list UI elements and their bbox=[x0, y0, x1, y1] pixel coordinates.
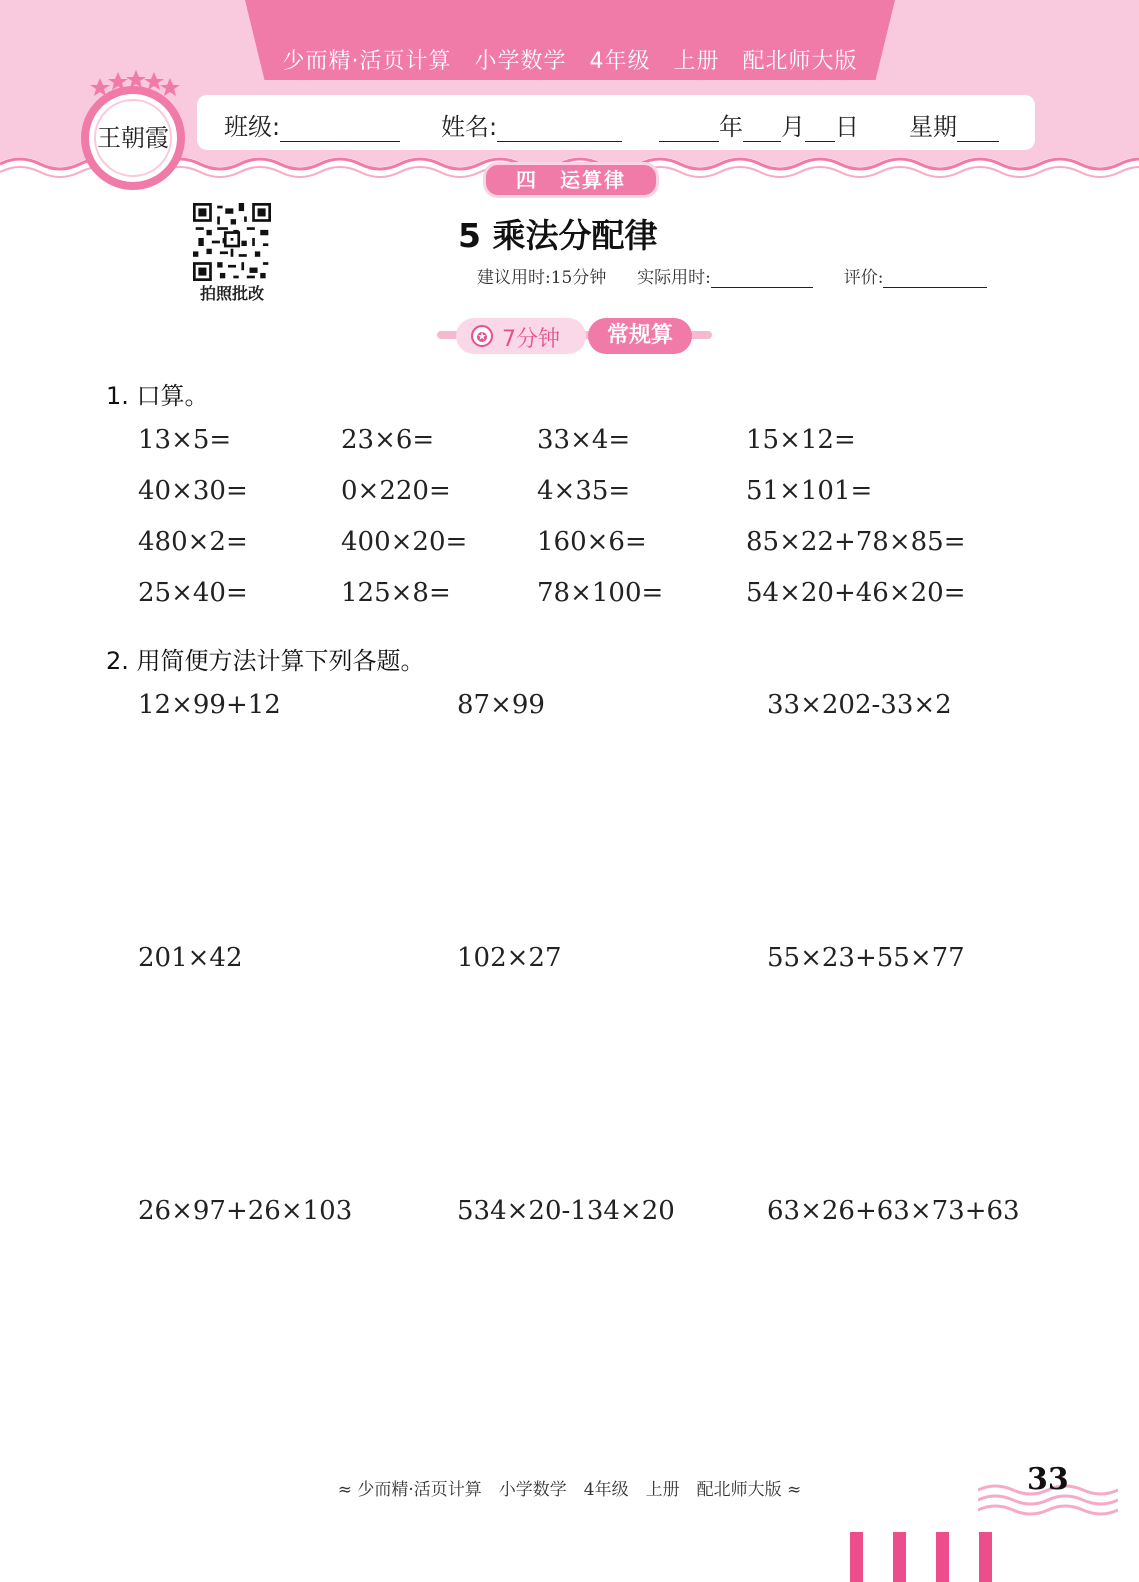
weekday-field[interactable] bbox=[909, 107, 999, 142]
q2-problem: 33×202-33×2 bbox=[767, 690, 952, 720]
q2-problem: 12×99+12 bbox=[138, 690, 281, 720]
weekday-blank[interactable] bbox=[957, 119, 999, 142]
q1-heading: 1. 口算。 bbox=[106, 382, 209, 410]
class-label: 班级: bbox=[224, 113, 281, 141]
edge-bar bbox=[979, 1532, 992, 1582]
name-blank[interactable] bbox=[497, 119, 622, 142]
footer-series-title: ≈ 少而精·活页计算 小学数学 4年级 上册 配北师大版 ≈ bbox=[337, 1480, 802, 1500]
actual-time-label: 实际用时: bbox=[637, 268, 711, 288]
q1-expression: 78×100= bbox=[537, 578, 664, 608]
evaluation-label: 评价: bbox=[843, 268, 884, 288]
q2-problem: 26×97+26×103 bbox=[138, 1196, 353, 1226]
q2-problem: 55×23+55×77 bbox=[767, 943, 965, 973]
actual-time-blank[interactable] bbox=[711, 269, 813, 288]
time-row bbox=[477, 263, 987, 288]
badge-time-pill bbox=[456, 318, 586, 354]
svg-text:王朝霞: 王朝霞 bbox=[97, 124, 169, 152]
year-label: 年 bbox=[719, 113, 743, 141]
medal-icon bbox=[470, 324, 494, 348]
day-blank[interactable] bbox=[805, 119, 835, 142]
class-field[interactable] bbox=[224, 107, 400, 142]
q2-problem: 63×26+63×73+63 bbox=[767, 1196, 1020, 1226]
series-title: 少而精·活页计算 小学数学 4年级 上册 配北师大版 bbox=[282, 49, 858, 74]
q1-expression: 0×220= bbox=[341, 476, 451, 506]
q1-expression: 480×2= bbox=[138, 527, 248, 557]
date-field[interactable] bbox=[659, 107, 859, 142]
q1-expression: 54×20+46×20= bbox=[746, 578, 966, 608]
month-label: 月 bbox=[781, 113, 805, 141]
q2-problem: 102×27 bbox=[457, 943, 562, 973]
q2-heading: 2. 用简便方法计算下列各题。 bbox=[106, 647, 425, 675]
q2-problem: 201×42 bbox=[138, 943, 243, 973]
suggested-time: 建议用时:15分钟 bbox=[477, 268, 607, 288]
q1-expression: 33×4= bbox=[537, 425, 631, 455]
wang-zhaoxia-logo bbox=[78, 70, 188, 190]
badge-time-text: 7分钟 bbox=[502, 327, 560, 352]
badge-label: 常规算 bbox=[588, 318, 692, 354]
q1-expression: 85×22+78×85= bbox=[746, 527, 966, 557]
edge-bar bbox=[936, 1532, 949, 1582]
name-field[interactable] bbox=[441, 107, 622, 142]
q1-expression: 160×6= bbox=[537, 527, 647, 557]
year-blank[interactable] bbox=[659, 119, 719, 142]
qr-label: 拍照批改 bbox=[199, 284, 264, 303]
q1-expression: 40×30= bbox=[138, 476, 248, 506]
unit-section-pill: 四 运算律 bbox=[483, 162, 659, 198]
day-label: 日 bbox=[835, 113, 859, 141]
edge-bar bbox=[850, 1532, 863, 1582]
evaluation-blank[interactable] bbox=[883, 269, 987, 288]
edge-tab-bars bbox=[845, 1532, 1005, 1582]
q1-expression: 4×35= bbox=[537, 476, 631, 506]
class-blank[interactable] bbox=[280, 119, 400, 142]
q1-expression: 400×20= bbox=[341, 527, 468, 557]
q1-expression: 125×8= bbox=[341, 578, 451, 608]
q1-expression: 15×12= bbox=[746, 425, 856, 455]
student-info-box bbox=[197, 95, 1035, 150]
q1-expression: 23×6= bbox=[341, 425, 435, 455]
q2-problem: 534×20-134×20 bbox=[457, 1196, 675, 1226]
q1-expression: 51×101= bbox=[746, 476, 873, 506]
time-badge bbox=[456, 318, 711, 354]
edge-bar bbox=[893, 1532, 906, 1582]
lesson-title: 5 乘法分配律 bbox=[458, 216, 658, 255]
month-blank[interactable] bbox=[743, 119, 781, 142]
q1-expression: 25×40= bbox=[138, 578, 248, 608]
name-label: 姓名: bbox=[441, 113, 498, 141]
weekday-label: 星期 bbox=[909, 113, 957, 141]
page-number: 33 bbox=[1027, 1462, 1069, 1497]
q1-expression: 13×5= bbox=[138, 425, 232, 455]
qr-code-icon[interactable] bbox=[193, 203, 271, 281]
q2-problem: 87×99 bbox=[457, 690, 545, 720]
